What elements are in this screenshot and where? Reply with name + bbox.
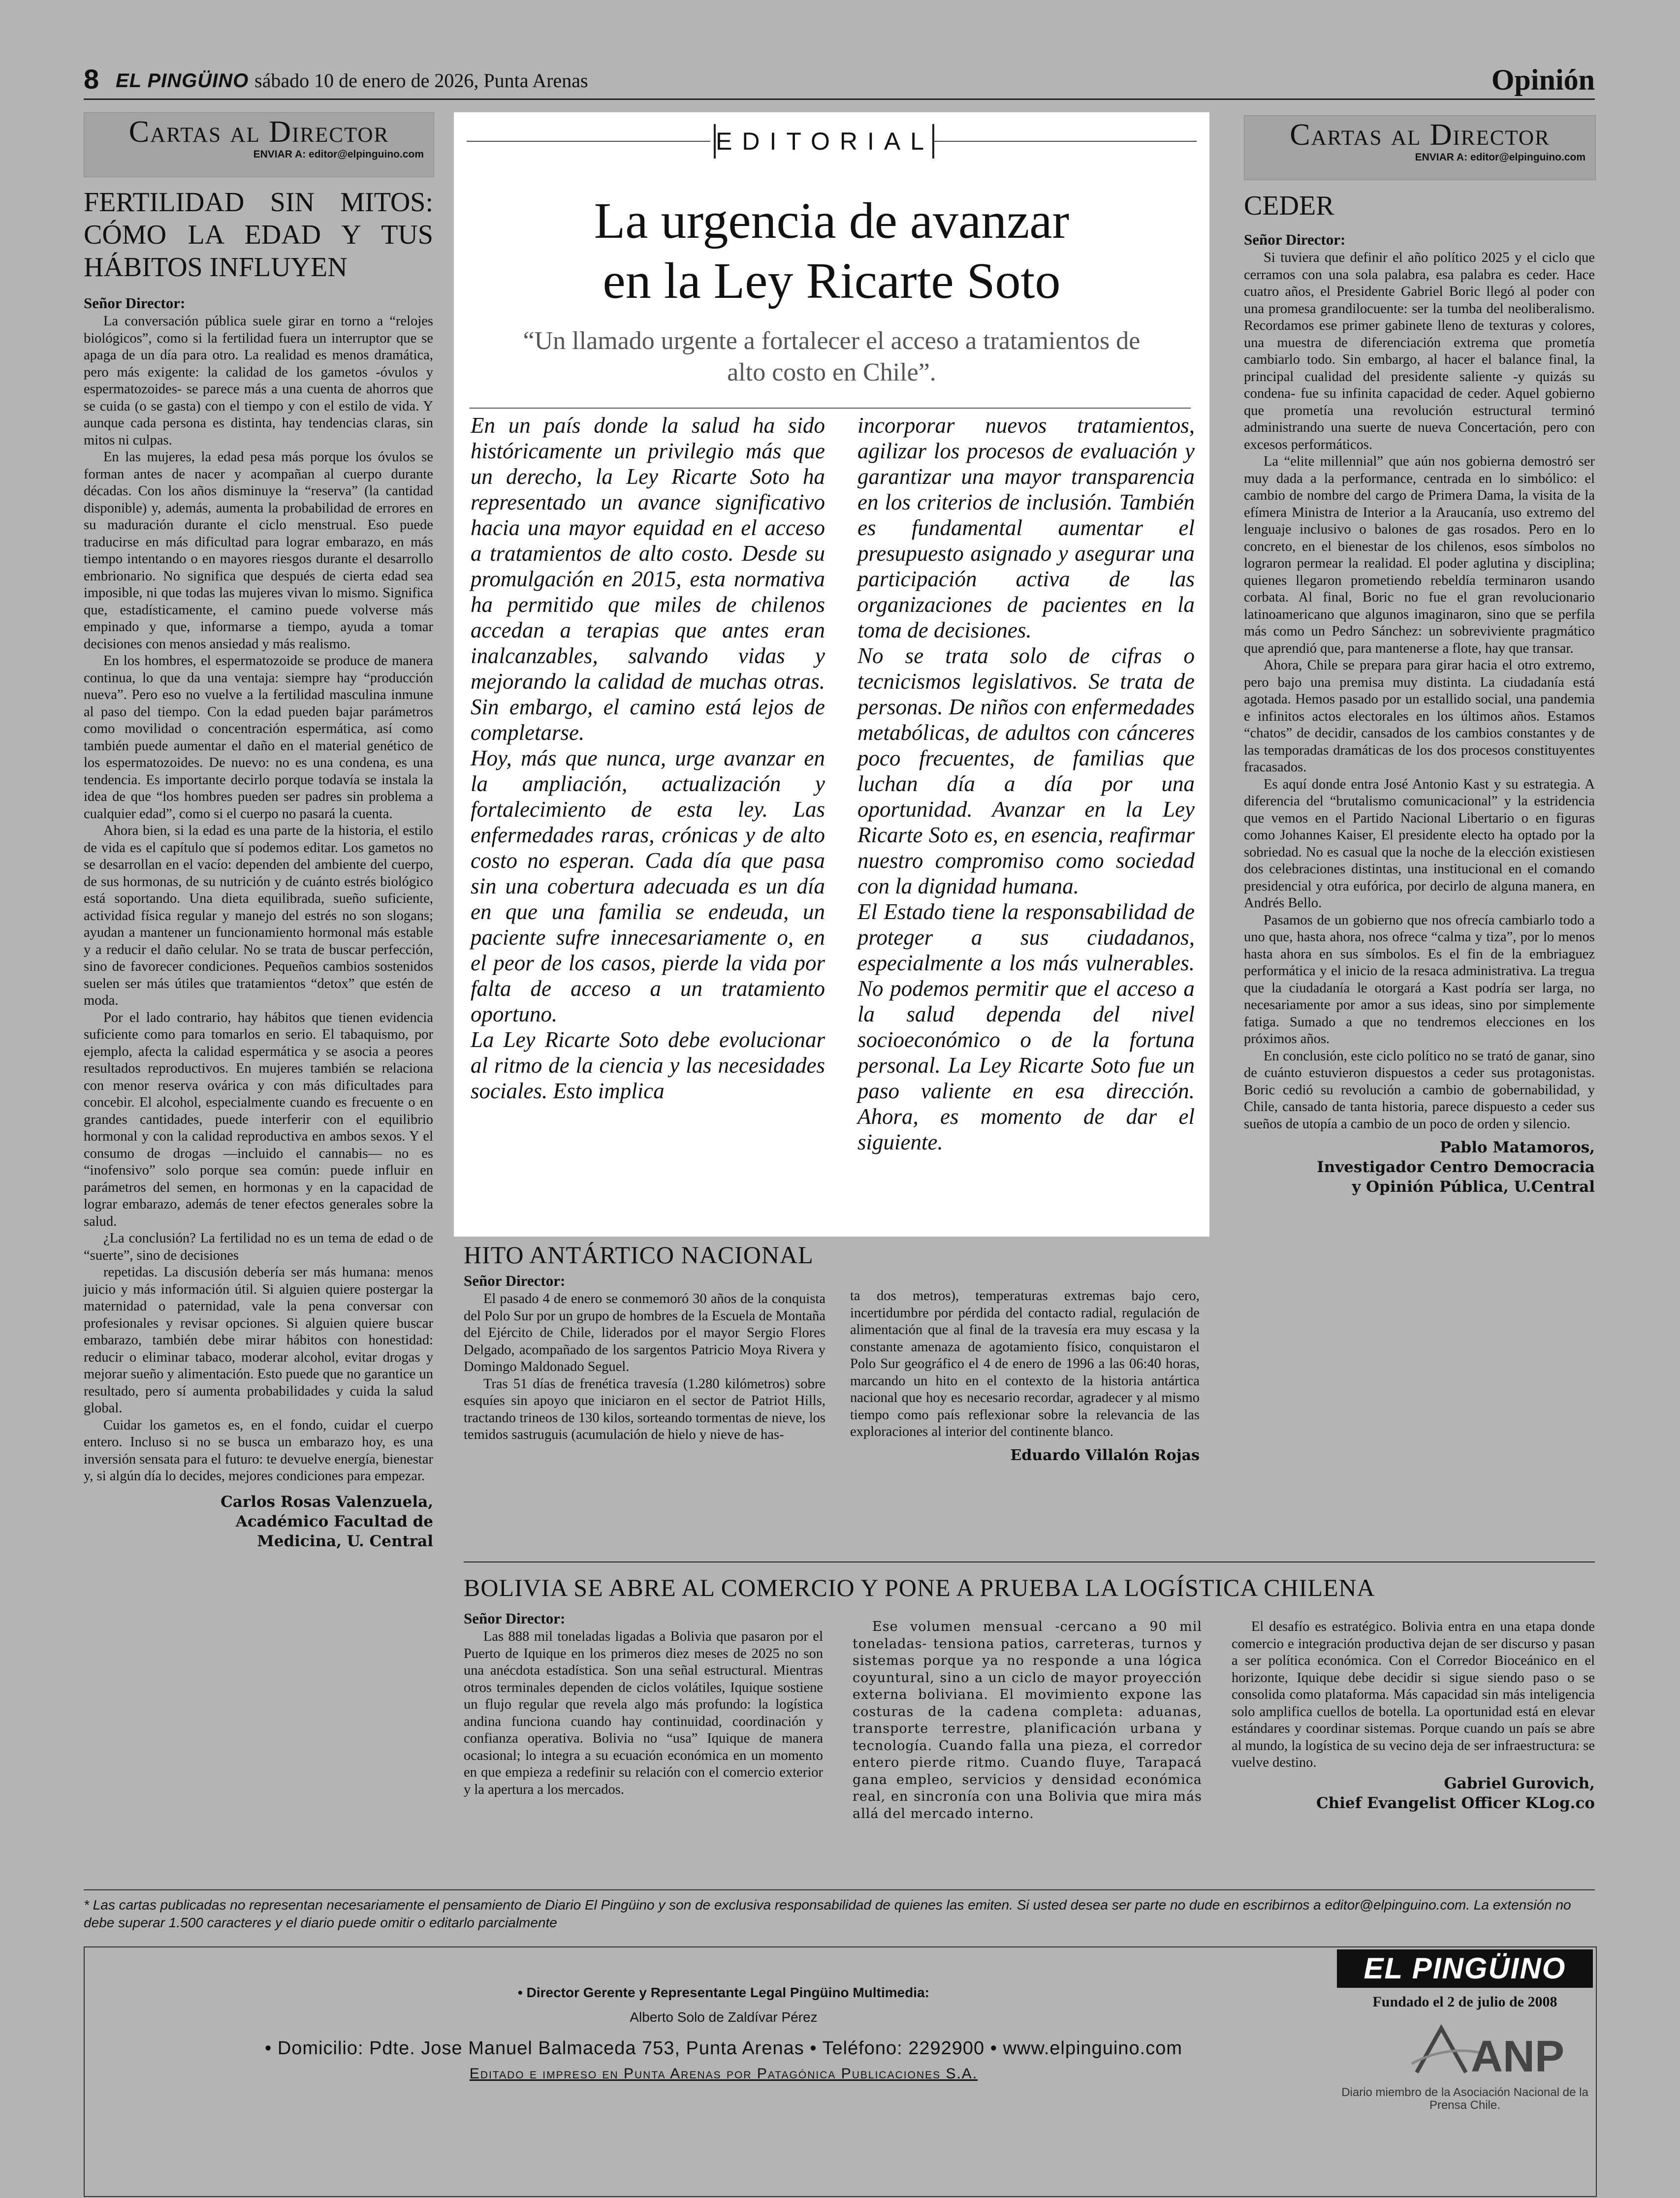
signature: Eduardo Villalón Rojas <box>1010 1446 1200 1464</box>
director-label: • Director Gerente y Representante Legal Pingüino Multimedia: <box>518 1985 929 2000</box>
editorial-title <box>454 191 1209 311</box>
paragraph: En las mujeres, la edad pesa más porque los óvulos se forman antes de nacer y acompañan al cuerpo durante décadas. Con los años disminuye la “reserva” (la cantidad disponible) y, además, aumenta la probabilidad de errores en su maduración durante el ciclo menstrual. Eso puede traducirse en más dificultad para lograr embarazo, en más tiempo intentando o en mayores riesgos durante el desarrollo embrionario. No significa que después de cierta edad sea imposible, ni que todas las mujeres vivan lo mismo. Significa que, estadísticamente, el camino puede volverse más empinado y que, informarse a tiempo, ayuda a tomar decisiones con menos ansiedad y más realismo. <box>84 449 433 652</box>
bolivia-column-2 <box>853 1619 1202 1822</box>
anp-logo <box>1407 2018 1565 2081</box>
paragraph: ¿La conclusión? La fertilidad no es un tema de edad o de “suerte”, sino de decisiones <box>84 1231 433 1263</box>
editorial-pull-quote: “Un llamado urgente a fortalecer el acceso a tratamientos de alto costo en Chile”. <box>523 327 1141 386</box>
editorial-title-line: La urgencia de avanzar <box>594 192 1070 249</box>
letter-headline: FERTILIDAD SIN MITOS: CÓMO LA EDAD Y TUS HÁBITOS INFLUYEN <box>84 187 433 283</box>
editorial-title-line: en la Ley Ricarte Soto <box>602 253 1061 309</box>
disclaimer: * Las cartas publicadas no representan necesariamente el pensamiento de Diario El Pingüino y son de exclusiva responsabilidad de quienes las emiten. Si usted desea ser parte no dude en escribirnos a editor@elpinguino.com. La extensión no debe superar 1.500 caracteres y el diario puede omitir o editarlo parcialmente <box>84 1889 1595 1932</box>
paragraph: Ese volumen mensual -cercano a 90 mil toneladas- tensiona patios, carreteras, turnos y sistemas porque ya no responde a una lógica coyuntural, sino a un ciclo de mayor proyección externa boliviana. El movimiento expone las costuras de la cadena completa: aduanas, transporte terrestre, planificación urbana y tecnología. Cuando falla una pieza, el corredor entero pierde ritmo. Cuando fluye, Tarapacá gana empleo, servicios y densidad económica real, en sincronía con una Bolivia que mira más allá del mercado interno. <box>853 1619 1202 1821</box>
signature <box>1232 1774 1595 1813</box>
hito-column-2 <box>850 1288 1200 1465</box>
masthead-logo: EL PINGÜINO <box>116 70 249 92</box>
paragraph: incorporar nuevos tratamientos, agilizar los procesos de evaluación y garantizar una mayor transparencia en los criterios de inclusión. También es fundamental aumentar el presupuesto asignado y asegurar una participación activa de las organizaciones de pacientes en la toma de decisiones. <box>857 413 1195 642</box>
page-number: 8 <box>84 64 99 95</box>
printer-line: Editado e impreso en Punta Arenas por Patagónica Publicaciones S.A. <box>469 2066 978 2082</box>
paragraph: No se trata solo de cifras o tecnicismos legislativos. Se trata de personas. De niños con enfermedades metabólicas, de adultos con cánceres poco frecuentes, de familias que luchan día a día por una oportunidad. Avanzar en la Ley Ricarte Soto es, en esencia, reafirmar nuestro compromiso como sociedad con la dignidad humana. <box>857 643 1195 898</box>
signature-line: Chief Evangelist Officer KLog.co <box>1316 1794 1595 1812</box>
letter-headline: BOLIVIA SE ABRE AL COMERCIO Y PONE A PRUEBA LA LOGÍSTICA CHILENA <box>464 1574 1375 1601</box>
paragraph: En un país donde la salud ha sido históricamente un privilegio más que un derecho, la Ley Ricarte Soto ha representado un avance significativo hacia una mayor equidad en el acceso a tratamientos de alto costo. Desde su promulgación en 2015, esta normativa ha permitido que miles de chilenos accedan a terapias que antes eran inalcanzables, salvando vidas y mejorando la calidad de muchas otras. Sin embargo, el camino está lejos de completarse. <box>471 413 825 745</box>
paragraph: Por el lado contrario, hay hábitos que tienen evidencia suficiente como para tomarlos en serio. El tabaquismo, por ejemplo, afecta la calidad espermática y se asocia a peores resultados reproductivos. En mujeres también se relaciona con menor reserva ovárica y con más dificultades para concebir. El alcohol, especialmente cuando es frecuente o en grandes cantidades, puede interferir con el equilibrio hormonal y con la calidad reproductiva en ambos sexos. Y el consumo de drogas —incluido el cannabis— no es “inofensivo” solo porque sea común: puede influir en parámetros del semen, en hormonas y en la capacidad de lograr embarazo, además de tener efectos generales sobre la salud. <box>84 1010 433 1229</box>
letter-ceder <box>1244 190 1595 1197</box>
editorial-column-2 <box>857 413 1195 1155</box>
salutation: Señor Director: <box>1244 231 1346 248</box>
editorial-rule <box>934 141 1197 142</box>
paragraph: En los hombres, el espermatozoide se produce de manera continua, lo que da una ventaja: siempre hay “producción nueva”. Pero eso no vuelve a la fertilidad masculina inmune al paso del tiempo. Con la edad pueden bajar parámetros como movilidad o concentración espermática, así como también puede aumentar el daño en el material genético de los espermatozoides. De nuevo: no es una condena, es una tendencia. Es importante decirlo porque todavía se instala la idea de que “los hombres pueden ser padres sin problema a cualquier edad”, como si el cuerpo no pasará la cuenta. <box>84 653 433 822</box>
paragraph: El pasado 4 de enero se conmemoró 30 años de la conquista del Polo Sur por un grupo de hombres de la Escuela de Montaña del Ejército de Chile, liderados por el mayor Sergio Flores Delgado, acompañado de los sargentos Patricio Moya Rivera y Domingo Maldonado Seguel. <box>464 1291 825 1374</box>
founded-line: Fundado el 2 de julio de 2008 <box>1372 1994 1557 2010</box>
anp-logo-graphic <box>1407 2018 1565 2081</box>
editorial-tag: EDITORIAL <box>714 124 934 159</box>
editorial-rule <box>467 141 710 142</box>
letter-bolivia <box>464 1573 1595 1821</box>
bolivia-column-3 <box>1232 1619 1595 1813</box>
hito-column-1 <box>464 1272 825 1444</box>
signature <box>1244 1138 1595 1197</box>
paragraph: ta dos metros), temperaturas extremas bajo cero, incertidumbre por pérdida del contacto radial, regulación de alimentación que al final de la travesía era muy escasa y la constante amenaza de agotamiento físico, conquistaron el Polo Sur geográfico el 4 de enero de 1996 a las 06:40 horas, marcando un hito en el contexto de la historia antártica nacional que hoy es necesario recordar, agradecer y al mismo tiempo como país reflexionar sobre la relevancia de las exploraciones al interior del continente blanco. <box>850 1288 1200 1439</box>
cartas-email: ENVIAR A: editor@elpinguino.com <box>253 149 424 160</box>
section-title: Opinión <box>1491 64 1595 96</box>
signature-line: Pablo Matamoros, <box>1439 1139 1595 1156</box>
paragraph: Hoy, más que nunca, urge avanzar en la ampliación, actualización y fortalecimiento de esta ley. Las enfermedades raras, crónicas y de alto costo no esperan. Cada día que pasa sin una cobertura adecuada es un día en que una familia se endeuda, un paciente sufre innecesariamente o, en el peor de los casos, pierde la vida por falta de acceso a un tratamiento oportuno. <box>471 746 825 1026</box>
editorial-column-1 <box>471 413 825 1104</box>
signature <box>84 1492 433 1551</box>
letter-hito-antartico <box>464 1241 1209 1464</box>
page-header <box>84 63 1595 102</box>
signature-line: Investigador Centro Democracia <box>1317 1158 1595 1176</box>
paragraph: En conclusión, este ciclo político no se trató de ganar, sino de cuánto estuvieron dispuestos a ceder sus protagonistas. Boric cedió su revolución a cambio de gobernabilidad, y Chile, cansado de tanta historia, parece dispuesto a ceder sus sueños de utopía a cambio de un poco de orden y silencio. <box>1244 1048 1595 1132</box>
signature-line: Medicina, U. Central <box>257 1532 433 1550</box>
signature-line: Gabriel Gurovich, <box>1444 1774 1595 1792</box>
bolivia-column-1 <box>464 1610 823 1798</box>
footer-logo: EL PINGÜINO <box>1337 1949 1593 1988</box>
paragraph: repetidas. La discusión debería ser más humana: menos juicio y más información útil. Si alguien quiere postergar la maternidad o paternidad, vale la pena conversar con profesionales y revisar opciones. Si alguien quiere buscar embarazo, también debe mirar hábitos con honestidad: reducir o eliminar tabaco, moderar alcohol, evitar drogas y mejorar sueño y alimentación. Esto puede que no garantice un resultado, pero sí aumenta probabilidades y cuida la salud global. <box>84 1265 433 1416</box>
cartas-box-left <box>84 112 434 177</box>
paragraph: Si tuviera que definir el año político 2025 y el ciclo que cerramos con una sola palabra, esa palabra es ceder. Hace cuatro años, el Presidente Gabriel Boric llegó al poder con una promesa grandilocuente: ser la tumba del neoliberalismo. Recordamos ese primer gabinete lleno de texturas y colores, una muestra de diferenciación extrema que prometía cambiarlo todo. Sin embargo, al hacer el balance final, la principal cualidad del presidente saliente -y quizás su condena- fue su infinita capacidad de ceder. Aquel gobierno que prometía una revolución estructural terminó administrando una suerte de nueva Concertación, pero con excesos performáticos. <box>1244 250 1595 452</box>
dateline: sábado 10 de enero de 2026, Punta Arenas <box>254 69 588 92</box>
cartas-email: ENVIAR A: editor@elpinguino.com <box>1415 152 1585 163</box>
paragraph: El desafío es estratégico. Bolivia entra en una etapa donde comercio e integración productiva dejan de ser discurso y pasan a ser política económica. Con el Corredor Bioceánico en el horizonte, Iquique debe decidir si sigue siendo paso o se consolida como plataforma. Más capacidad sin más inteligencia solo amplifica cuellos de botella. La oportunidad está en elevar estándares y coordinar sistemas. Porque cuando un país se abre al mundo, la logística de su vecino deja de ser infraestructura: se vuelve destino. <box>1232 1619 1595 1770</box>
salutation: Señor Director: <box>84 294 186 312</box>
signature-line: Carlos Rosas Valenzuela, <box>221 1493 433 1511</box>
letter-fertilidad <box>84 186 433 1551</box>
signature-line: Académico Facultad de <box>235 1512 433 1530</box>
paragraph: El Estado tiene la responsabilidad de proteger a sus ciudadanos, especialmente a los más vulnerables. No podemos permitir que el acceso a la salud dependa del nivel socioeconómico o de la fortuna personal. La Ley Ricarte Soto fue un paso valiente en esa dirección. Ahora, es momento de dar el siguiente. <box>857 899 1195 1154</box>
paragraph: La Ley Ricarte Soto debe evolucionar al ritmo de la ciencia y las necesidades sociales. Esto implica <box>471 1027 825 1103</box>
editorial-divider <box>470 408 1191 409</box>
cartas-title: Cartas al Director <box>1290 118 1550 152</box>
paragraph: Pasamos de un gobierno que nos ofrecía cambiarlo todo a uno que, hasta ahora, nos ofrece “calma y tiza”, por lo menos hasta ahora en sus símbolos. Es el fin de la embriaguez performática y el inicio de la resaca administrativa. La tregua que la ciudadanía le otorgará a Kast podría ser larga, no necesariamente por amor a sus ideas, sino por simplemente fatiga. Sumado a que no tendremos elecciones en los próximos años. <box>1244 912 1595 1047</box>
letter-headline: CEDER <box>1244 191 1334 221</box>
cartas-box-right <box>1244 115 1596 180</box>
paragraph: Las 888 mil toneladas ligadas a Bolivia que pasaron por el Puerto de Iquique en los primeros diez meses de 2025 no son una anécdota estadística. Son una señal estructural. Mientras otros terminales dependen de ciclos volátiles, Iquique sostiene un flujo regular que revela algo más profundo: la logística andina funciona cuando hay continuidad, coordinación y confianza operativa. Bolivia no “usa” Iquique de manera ocasional; lo integra a su ecuación económica en un momento en que empieza a redefinir su relación con el comercio exterior y la apertura a los mercados. <box>464 1629 823 1797</box>
paragraph: Ahora, Chile se prepara para girar hacia el otro extremo, pero bajo una premisa muy distinta. La ciudadanía está agotada. Hemos pasado por un estallido social, una pandemia e infinitos actos electorales en los últimos años. Estamos “chatos” de decidir, cansados de los cambios constantes y de las temporadas dramáticas de los dos procesos constituyentes fracasados. <box>1244 658 1595 775</box>
paragraph: Tras 51 días de frenética travesía (1.280 kilómetros) sobre esquíes sin apoyo que iniciaron en el sector de Patriot Hills, tractando trineos de 130 kilos, sorteando tormentas de nieve, los temidos sastruguis (acumulación de hielo y nieve de has- <box>464 1376 825 1442</box>
address-line: • Domicilio: Pdte. Jose Manuel Balmaceda 753, Punta Arenas • Teléfono: 2292900 • www.elpinguino.com <box>264 2038 1183 2059</box>
cartas-title: Cartas al Director <box>128 115 389 149</box>
salutation: Señor Director: <box>464 1272 566 1289</box>
salutation: Señor Director: <box>464 1610 566 1627</box>
paragraph: Cuidar los gametos es, en el fondo, cuidar el cuerpo entero. Incluso si no se busca un embarazo hoy, es una inversión sensata para el futuro: te devuelve energía, bienestar y, si algún día lo decides, mejores condiciones para empezar. <box>84 1417 433 1484</box>
header-rule <box>84 98 1595 100</box>
section-rule <box>464 1561 1595 1562</box>
paragraph: La conversación pública suele girar en torno a “relojes biológicos”, como si la fertilidad fuera un interruptor que se apaga de un día para otro. La realidad es menos dramática, pero más exigente: la calidad de los gametos -óvulos y espermatozoides- se parece más a una cuenta de ahorros que se cuida (o se gasta) con el tiempo y con el estilo de vida. Y aunque cada persona es distinta, hay tendencias claras, sin mitos ni culpas. <box>84 314 433 448</box>
paragraph: Es aquí donde entra José Antonio Kast y su estrategia. A diferencia del “brutalismo comunicacional” y la estridencia que vemos en el Partido Nacional Libertario o en figuras como Johannes Kaiser, El presidente electo ha optado por la sobriedad. No es casual que la noche de la elección existiesen dos celebraciones distintas, una institucional en el comando presidencial y otra eufórica, por decirlo de alguna manera, en Andrés Bello. <box>1244 776 1595 911</box>
signature-line: y Opinión Pública, U.Central <box>1352 1178 1595 1196</box>
anp-letters: ANP <box>1471 2032 1565 2081</box>
anp-caption: Diario miembro de la Asociación Nacional de la Prensa Chile. <box>1341 2086 1588 2112</box>
paragraph: La “elite millennial” que aún nos gobierna demostró ser muy dada a la performance, centrada en lo simbólico: el cambio de nombre del cargo de Primera Dama, la visita de la efímera Ministra de Interior a la Araucanía, uso extremo del lenguaje inclusivo o balones de gas rosados. Pero en lo concreto, en el bienestar de los chilenos, esos símbolos no lograron permear la realidad. El poder aglutina y disciplina; quienes llegaron prometiendo rebeldía terminaron usando corbata. Al final, Boric no fue el gran revolucionario latinoamericano que algunos imaginaron, sino que se perfila más como un Pedro Sánchez: un sobreviviente pragmático que aprendió que, para mantenerse a flote, hay que transar. <box>1244 454 1595 656</box>
paragraph: Ahora bien, si la edad es una parte de la historia, el estilo de vida es el capítulo que sí podemos editar. Los gametos no se desarrollan en el vacío: dependen del ambiente del cuerpo, de sus hormonas, de su nutrición y de cuánto estrés biológico está soportando. Una dieta equilibrada, sueño suficiente, actividad física regular y manejo del estrés no son slogans; ayudan a mantener un funcionamiento hormonal más estable y a reducir el daño celular. No se trata de buscar perfección, sino de favorecer condiciones. Pequeños cambios sostenidos suelen ser más útiles que tratamientos “detox” que estén de moda. <box>84 823 433 1008</box>
letter-headline: HITO ANTÁRTICO NACIONAL <box>464 1241 814 1269</box>
director-name: Alberto Solo de Zaldívar Pérez <box>630 2009 818 2025</box>
editorial-box <box>454 112 1209 1237</box>
